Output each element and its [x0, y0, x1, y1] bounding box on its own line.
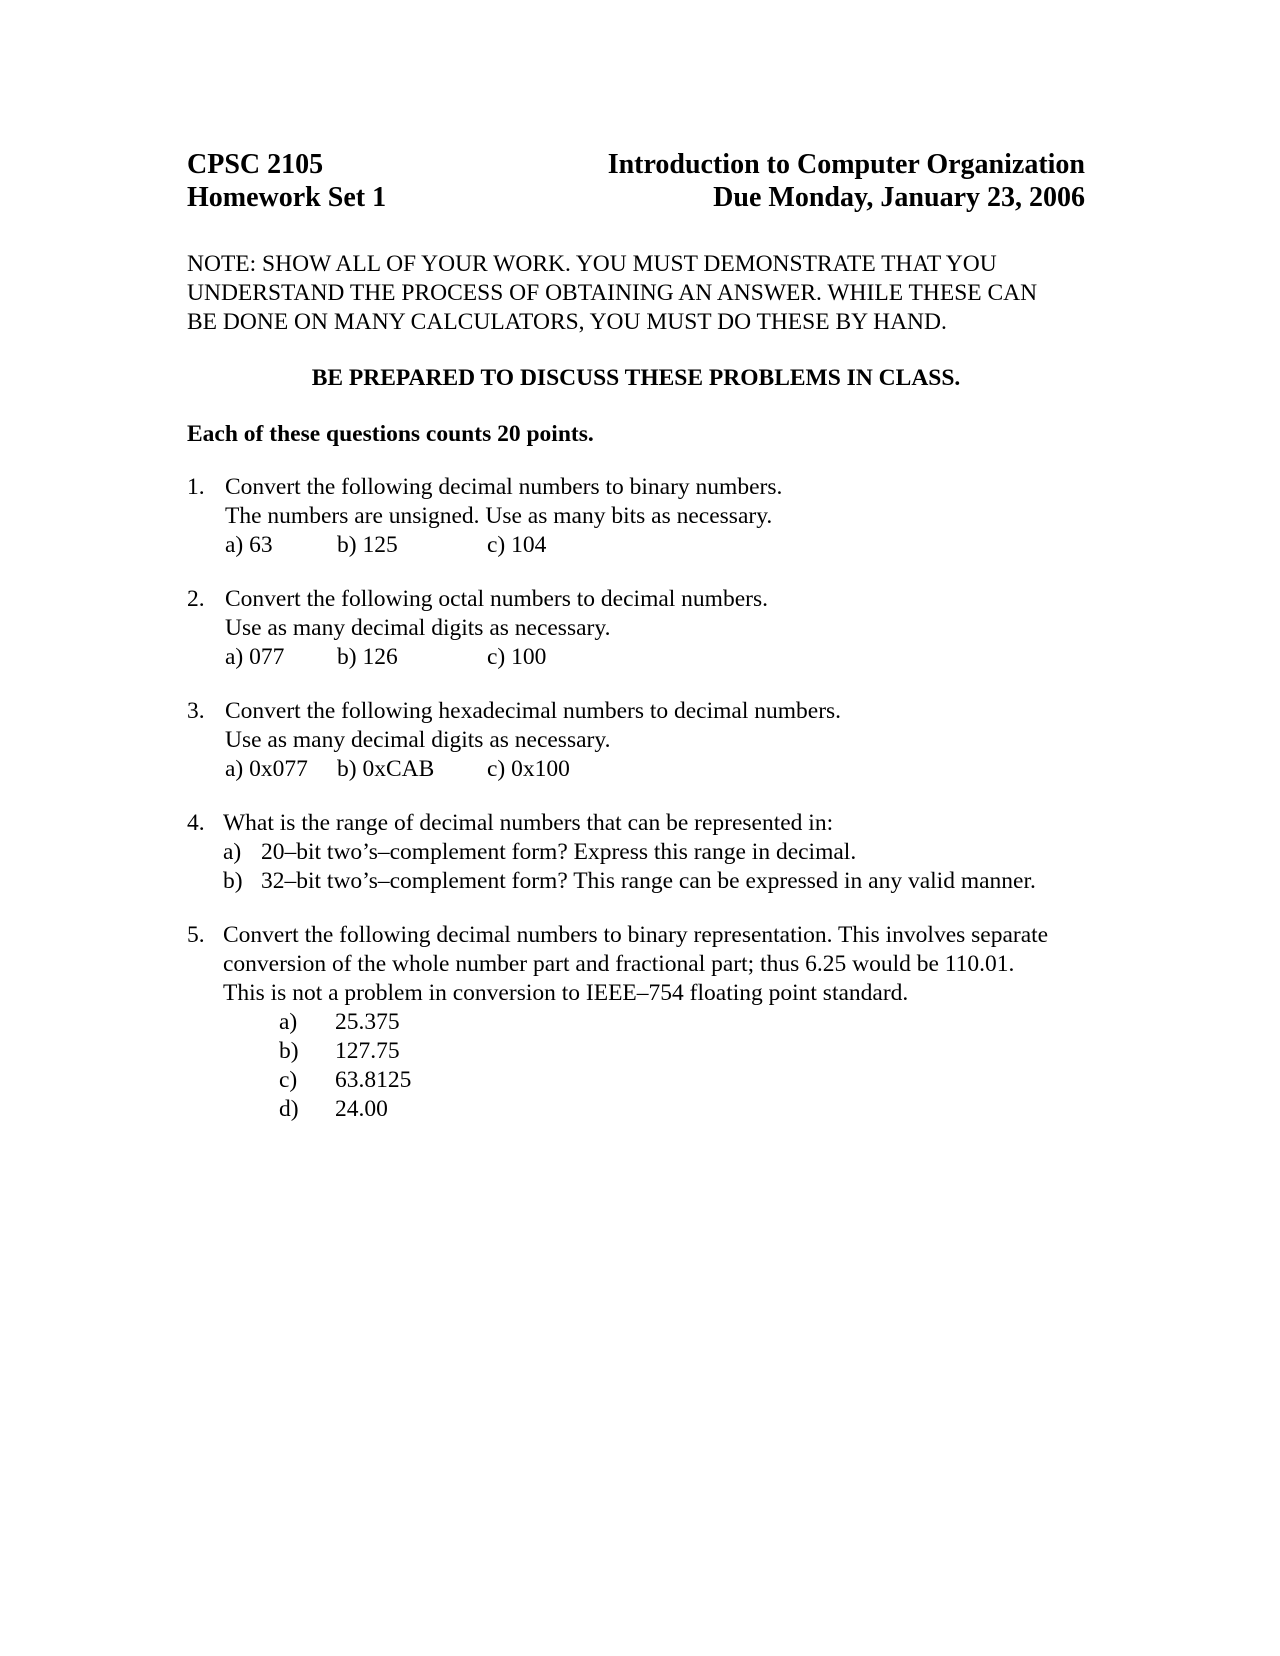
question-number: 3. — [187, 698, 205, 724]
value-list — [279, 1008, 1107, 1124]
question-line: The numbers are unsigned. Use as many bits as necessary. — [225, 503, 773, 529]
question-line: This is not a problem in conversion to IEEE–754 floating point standard. — [223, 980, 909, 1006]
list-item — [279, 1066, 1107, 1095]
question-body — [225, 473, 1107, 560]
option-c: c) 100 — [487, 644, 547, 670]
item-label: b) — [279, 1038, 299, 1064]
item-value: 63.8125 — [335, 1067, 412, 1093]
question-body — [225, 585, 1107, 672]
homework-set: Homework Set 1 — [187, 182, 387, 213]
question-number: 2. — [187, 586, 205, 612]
question-body — [223, 921, 1107, 1124]
course-code: CPSC 2105 — [187, 149, 324, 180]
option-b: b) 0xCAB — [337, 756, 435, 782]
question-1 — [187, 473, 1107, 560]
question-line: Use as many decimal digits as necessary. — [225, 615, 611, 641]
list-item — [279, 1008, 1107, 1037]
question-line: Convert the following hexadecimal numbers to decimal numbers. — [225, 698, 842, 724]
question-line: What is the range of decimal numbers that can be represented in: — [223, 810, 834, 836]
sub-label: b) — [223, 868, 243, 894]
sub-label: a) — [223, 839, 242, 865]
question-options — [225, 643, 1107, 672]
sub-question-a — [223, 838, 1107, 867]
item-value: 127.75 — [335, 1038, 400, 1064]
question-number: 4. — [187, 810, 205, 836]
item-value: 24.00 — [335, 1096, 388, 1122]
question-3 — [187, 697, 1107, 784]
prepare-notice: BE PREPARED TO DISCUSS THESE PROBLEMS IN CLASS. — [311, 365, 961, 391]
question-body — [223, 809, 1107, 896]
question-line: Convert the following decimal numbers to binary numbers. — [225, 474, 783, 500]
option-a: a) 0x077 — [225, 756, 308, 782]
option-a: a) 63 — [225, 532, 273, 558]
sub-text: 32–bit two’s–complement form? This range can be expressed in any valid manner. — [261, 868, 1036, 894]
sub-text: 20–bit two’s–complement form? Express this range in decimal. — [261, 839, 857, 865]
item-label: d) — [279, 1096, 299, 1122]
option-b: b) 126 — [337, 644, 398, 670]
question-options — [225, 531, 1107, 560]
question-number: 1. — [187, 474, 205, 500]
question-line: Use as many decimal digits as necessary. — [225, 727, 611, 753]
item-label: a) — [279, 1009, 298, 1035]
list-item — [279, 1037, 1107, 1066]
question-body — [225, 697, 1107, 784]
option-c: c) 0x100 — [487, 756, 570, 782]
option-c: c) 104 — [487, 532, 547, 558]
homework-page — [187, 148, 1107, 1124]
course-title: Introduction to Computer Organization — [607, 149, 1085, 180]
item-value: 25.375 — [335, 1009, 400, 1035]
sub-question-b — [223, 867, 1107, 896]
header-row-1 — [187, 148, 1085, 181]
option-b: b) 125 — [337, 532, 398, 558]
header-row-2 — [187, 181, 1085, 214]
option-a: a) 077 — [225, 644, 285, 670]
work-note: NOTE: SHOW ALL OF YOUR WORK. YOU MUST DEMONSTRATE THAT YOU UNDERSTAND THE PROCESS OF OBTAINING AN ANSWER. WHILE THESE CAN BE DONE ON MANY CALCULATORS, YOU MUST DO THESE BY HAND. — [187, 251, 1038, 335]
question-options — [225, 755, 1107, 784]
question-4 — [187, 809, 1107, 896]
question-number: 5. — [187, 922, 205, 948]
due-date: Due Monday, January 23, 2006 — [713, 182, 1085, 213]
question-2 — [187, 585, 1107, 672]
points-notice: Each of these questions counts 20 points. — [187, 421, 594, 447]
item-label: c) — [279, 1067, 298, 1093]
question-line: Convert the following decimal numbers to binary representation. This involves separate — [223, 922, 1049, 948]
question-line: Convert the following octal numbers to decimal numbers. — [225, 586, 768, 612]
list-item — [279, 1095, 1107, 1124]
question-line: conversion of the whole number part and fractional part; thus 6.25 would be 110.01. — [223, 951, 1015, 977]
question-5 — [187, 921, 1107, 1124]
